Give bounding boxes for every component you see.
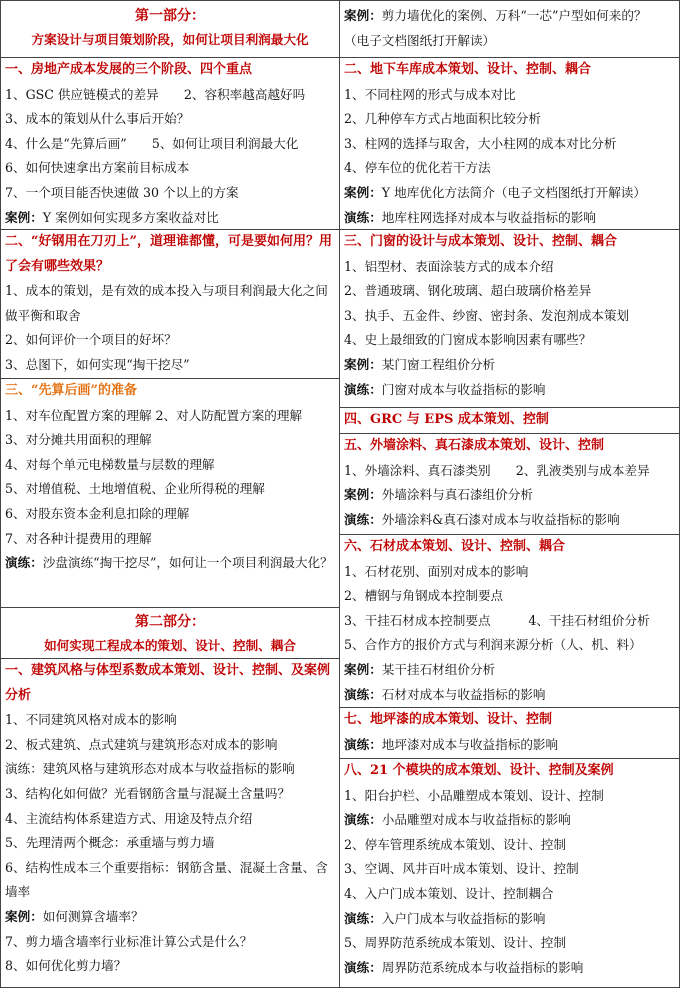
- drill-text: 门窗对成本与收益指标的影响: [381, 381, 546, 397]
- drill-label: 演练：: [344, 381, 382, 397]
- drill-text: 沙盘演练“掏干挖尽”，如何让一个项目利润最大化？: [42, 555, 333, 571]
- list-item: [5, 708, 335, 733]
- part1-subtitle: 方案设计与项目策划阶段，如何让项目利润最大化: [31, 32, 309, 47]
- list-item: 1、外墙涂料、真石漆类别 2、乳液类别与成本差异: [344, 462, 650, 478]
- list-item: [5, 905, 335, 930]
- case-label: 案例：: [344, 487, 382, 503]
- item-text: 7、剪力墙含墙率行业标准计算公式是什么？: [5, 933, 253, 949]
- section-heading: 二、地下车库成本策划、设计、控制、耦合: [344, 62, 592, 77]
- case-label: 案例：: [344, 356, 382, 372]
- item-text: 5、周界防范系统成本策划、设计、控制: [344, 935, 567, 951]
- part2-title: 第二部分：: [135, 614, 205, 630]
- list-item: [344, 931, 675, 956]
- right-top-case: [340, 1, 679, 58]
- item-text: 1、阳台护栏、小品雕塑成本策划、设计、控制: [344, 787, 604, 803]
- list-item: 3、执手、五金件、纱窗、密封条、发泡剂成本策划: [344, 307, 630, 323]
- section-heading: 七、地坪漆的成本策划、设计、控制: [344, 712, 553, 727]
- list-item: 3、干挂石材成本控制要点 4、干挂石材组价分析: [344, 612, 650, 628]
- left-section-3: [1, 379, 339, 608]
- case-note: （电子文档图纸打开解读）: [344, 32, 496, 48]
- list-item: [344, 956, 675, 981]
- drill-text: 地库柱网选择对成本与收益指标的影响: [381, 209, 596, 225]
- drill-label: 演练：: [344, 686, 382, 702]
- list-item: 3、成本的策划从什么事后开始？: [5, 111, 190, 127]
- item-text: 小品雕塑对成本与收益指标的影响: [381, 812, 571, 828]
- section-heading: 三、门窗的设计与成本策划、设计、控制、耦合: [344, 234, 618, 249]
- list-item: 5、合作方的报价方式与利润来源分析（人、机、料）: [344, 637, 642, 653]
- list-item: [344, 784, 675, 809]
- list-item: 7、对各种计提费用的理解: [5, 530, 152, 546]
- drill-label: 演练：: [344, 736, 382, 752]
- list-item: 1、铝型材、表面涂装方式的成本介绍: [344, 258, 554, 274]
- list-item: [5, 733, 335, 758]
- case-line: [5, 206, 335, 231]
- left-column: [1, 1, 340, 987]
- list-item: 2、槽钢与角钢成本控制要点: [344, 588, 504, 604]
- left-section-4: [1, 659, 339, 987]
- list-item: [344, 882, 675, 907]
- section-heading: 五、外墙涂料、真石漆成本策划、设计、控制: [344, 438, 605, 453]
- drill-label: 演练：: [5, 555, 43, 571]
- item-text: 如何测算含墙率？: [42, 908, 144, 924]
- list-item: 1、石材花别、面别对成本的影响: [344, 563, 529, 579]
- drill-line: [344, 206, 675, 231]
- part2-header: [1, 608, 339, 659]
- list-item: 3、柱网的选择与取舍，大小柱网的成本对比分析: [344, 135, 617, 151]
- case-text: 某门窗工程组价分析: [381, 356, 496, 372]
- section-heading: 六、石材成本策划、设计、控制、耦合: [344, 539, 566, 554]
- list-item: 5、对增值税、土地增值税、企业所得税的理解: [5, 481, 265, 497]
- drill-text: 石材对成本与收益指标的影响: [381, 686, 546, 702]
- right-section-3: [340, 230, 679, 408]
- drill-line: [5, 551, 335, 576]
- case-text: Y 案例如何实现多方案收益对比: [42, 209, 219, 225]
- item-label: 演练：: [344, 910, 382, 926]
- case-label: 案例：: [5, 209, 43, 225]
- section-heading: 八、21 个模块的成本策划、设计、控制及案例: [344, 763, 614, 778]
- left-section-2: [1, 230, 339, 379]
- drill-line: [344, 683, 675, 708]
- right-section-4: [340, 408, 679, 434]
- section-heading: 三、“先算后画”的准备: [5, 383, 137, 398]
- list-item: 1、不同柱网的形式与成本对比: [344, 86, 516, 102]
- drill-line: [344, 508, 675, 533]
- right-section-8: [340, 759, 679, 987]
- list-item: 6、对股东资本金利息扣除的理解: [5, 505, 190, 521]
- list-item: [344, 833, 675, 858]
- list-item: [344, 857, 675, 882]
- list-item: 6、如何快速拿出方案前目标成本: [5, 160, 190, 176]
- list-item: 2、几种停车方式占地面积比较分析: [344, 111, 541, 127]
- drill-label: 演练：: [344, 209, 382, 225]
- list-item: [5, 782, 335, 807]
- item-text: 3、空调、风井百叶成本策划、设计、控制: [344, 861, 579, 877]
- left-section-1: [1, 58, 339, 230]
- item-label: 演练：: [344, 812, 382, 828]
- case-label: 案例：: [344, 184, 382, 200]
- section-heading: 一、房地产成本发展的三个阶段、四个重点: [5, 62, 253, 77]
- item-text: 8、如何优化剪力墙？: [5, 958, 127, 974]
- list-item: [344, 907, 675, 932]
- item-text: 4、主流结构体系建造方式、用途及特点介绍: [5, 810, 253, 826]
- item-text: 5、先理清两个概念：承重墙与剪力墙: [5, 835, 215, 851]
- item-label: 案例：: [5, 908, 43, 924]
- list-item: 2、如何评价一个项目的好坏？: [5, 332, 177, 348]
- section-heading: 四、GRC 与 EPS 成本策划、控制: [344, 412, 549, 427]
- part1-title: 第一部分：: [135, 8, 205, 24]
- case-line: [344, 658, 675, 683]
- item-text: 3、结构化如何做？光看钢筋含量与混凝土含量吗？: [5, 785, 291, 801]
- drill-line: [344, 378, 675, 403]
- list-item: 4、停车位的优化若干方法: [344, 160, 491, 176]
- right-section-2: [340, 58, 679, 230]
- case-text: Y 地库优化方法简介（电子文档图纸打开解读）: [381, 184, 646, 200]
- case-line: [344, 483, 675, 508]
- list-item: 3、总图下，如何实现“掏干挖尽”: [5, 356, 190, 372]
- list-item: [5, 954, 335, 979]
- case-text: 某干挂石材组价分析: [381, 661, 496, 677]
- right-section-6: [340, 535, 679, 708]
- right-section-7: [340, 708, 679, 759]
- case-line: [344, 181, 675, 206]
- case-label: 案例：: [344, 8, 382, 23]
- list-item: 7、一个项目能否快速做 30 个以上的方案: [5, 184, 239, 200]
- list-item: [5, 831, 335, 856]
- list-item: 1、GSC 供应链模式的差异 2、容积率越高越好吗: [5, 86, 306, 102]
- right-column: [340, 1, 679, 987]
- section-heading: 一、建筑风格与体型系数成本策划、设计、控制、及案例分析: [5, 663, 331, 703]
- list-item: 4、什么是“先算后画” 5、如何让项目利润最大化: [5, 135, 299, 151]
- list-item: [5, 856, 335, 905]
- list-item: 1、对车位配置方案的理解 2、对人防配置方案的理解: [5, 407, 303, 423]
- item-text: 4、入户门成本策划、设计、控制耦合: [344, 885, 554, 901]
- case-label: 案例：: [344, 661, 382, 677]
- list-item: 4、对每个单元电梯数量与层数的理解: [5, 456, 215, 472]
- case-line: [344, 353, 675, 378]
- item-text: 建筑风格与建筑形态对成本与收益指标的影响: [42, 761, 295, 777]
- part2-subtitle: 如何实现工程成本的策划、设计、控制、耦合: [44, 638, 296, 653]
- item-text: 1、不同建筑风格对成本的影响: [5, 712, 177, 728]
- case-line: [344, 4, 675, 29]
- list-item: [344, 808, 675, 833]
- drill-label: 演练：: [344, 511, 382, 527]
- case-text: 外墙涂料与真石漆组价分析: [381, 487, 533, 503]
- list-item: [5, 930, 335, 955]
- list-item: 1、成本的策划，是有效的成本投入与项目利润最大化之间做平衡和取舍: [5, 283, 328, 323]
- list-item: 2、普通玻璃、钢化玻璃、超白玻璃价格差异: [344, 283, 592, 299]
- item-text: 6、结构性成本三个重要指标：钢筋含量、混凝土含量、含墙率: [5, 859, 328, 900]
- item-text: 入户门成本与收益指标的影响: [381, 910, 546, 926]
- list-item: [5, 807, 335, 832]
- list-item: 4、史上最细致的门窗成本影响因素有哪些？: [344, 332, 592, 348]
- section-heading: 二、“好钢用在刀刃上”，道理谁都懂，可是要如何用？用了会有哪些效果？: [5, 234, 332, 274]
- drill-text: 地坪漆对成本与收益指标的影响: [381, 736, 559, 752]
- drill-text: 外墙涂料&真石漆对成本与收益指标的影响: [381, 511, 620, 527]
- list-item: [5, 757, 335, 782]
- right-section-5: [340, 434, 679, 535]
- item-text: 2、板式建筑、点式建筑与建筑形态对成本的影响: [5, 736, 278, 752]
- item-label: 演练：: [5, 761, 43, 777]
- drill-line: [344, 733, 675, 758]
- item-text: 周界防范系统成本与收益指标的影响: [381, 959, 584, 975]
- item-label: 演练：: [344, 959, 382, 975]
- case-text: 剪力墙优化的案例、万科“一芯”户型如何来的？: [381, 8, 647, 23]
- item-text: 2、停车管理系统成本策划、设计、控制: [344, 836, 567, 852]
- list-item: 3、对分摊共用面积的理解: [5, 432, 152, 448]
- part1-header: [1, 1, 339, 58]
